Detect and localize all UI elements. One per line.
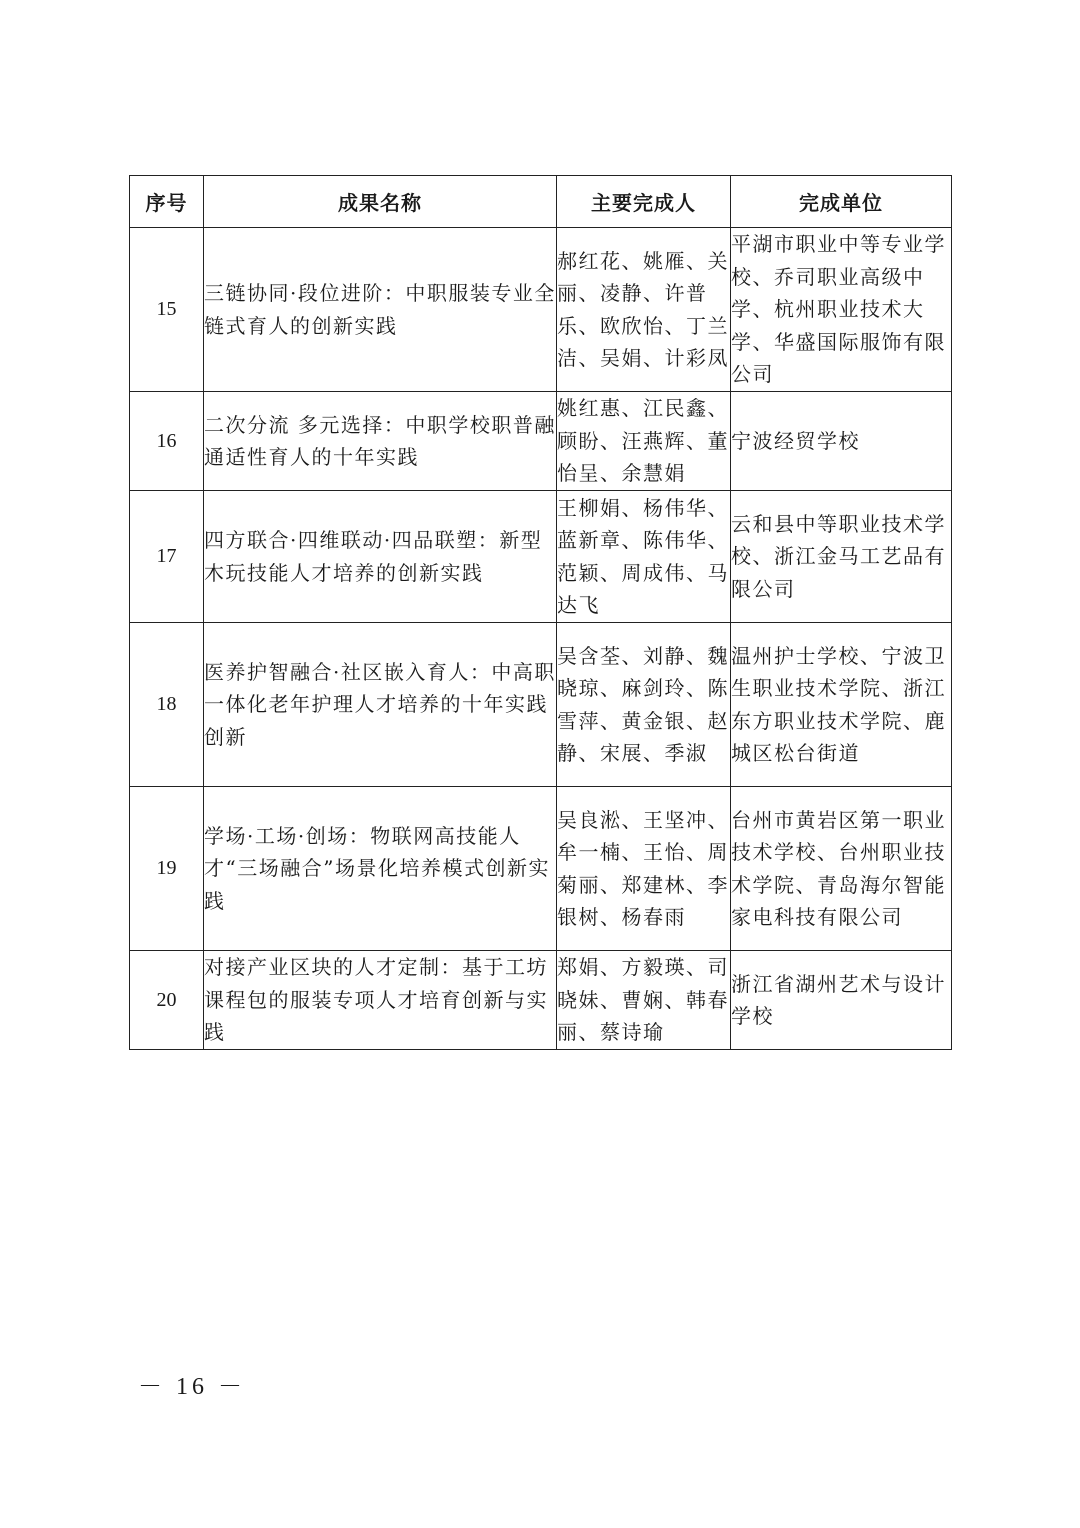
row-number: 20 <box>130 951 204 1050</box>
table-row <box>130 623 952 787</box>
table-row <box>130 491 952 623</box>
row-number: 19 <box>130 787 204 951</box>
row-unit: 台州市黄岩区第一职业技术学校、台州职业技术学院、青岛海尔智能家电科技有限公司 <box>731 787 952 951</box>
row-unit: 宁波经贸学校 <box>731 392 952 491</box>
header-name: 成果名称 <box>204 176 557 228</box>
row-number: 18 <box>130 623 204 787</box>
row-people: 郑娟、方毅瑛、司晓妹、曹娴、韩春丽、蔡诗瑜 <box>557 951 731 1050</box>
row-people: 王柳娟、杨伟华、蓝新章、陈伟华、范颖、周成伟、马达飞 <box>557 491 731 623</box>
row-name: 四方联合·四维联动·四品联塑：新型木玩技能人才培养的创新实践 <box>204 491 557 623</box>
row-people: 吴含荃、刘静、魏晓琼、麻剑玲、陈雪萍、黄金银、赵静、宋展、季淑 <box>557 623 731 787</box>
table-row <box>130 951 952 1050</box>
row-number: 17 <box>130 491 204 623</box>
row-people: 姚红惠、江民鑫、顾盼、汪燕辉、董怡呈、余慧娟 <box>557 392 731 491</box>
page-number: － 16 － <box>138 1374 246 1400</box>
row-unit: 浙江省湖州艺术与设计学校 <box>731 951 952 1050</box>
row-people: 吴良淞、王坚冲、牟一楠、王怡、周菊丽、郑建林、李银树、杨春雨 <box>557 787 731 951</box>
row-name: 三链协同·段位进阶：中职服装专业全链式育人的创新实践 <box>204 228 557 392</box>
row-unit: 平湖市职业中等专业学校、乔司职业高级中学、杭州职业技术大学、华盛国际服饰有限公司 <box>731 228 952 392</box>
header-unit: 完成单位 <box>731 176 952 228</box>
row-name: 对接产业区块的人才定制：基于工坊课程包的服装专项人才培育创新与实践 <box>204 951 557 1050</box>
row-number: 15 <box>130 228 204 392</box>
row-number: 16 <box>130 392 204 491</box>
table-row <box>130 228 952 392</box>
table-row <box>130 787 952 951</box>
table-header-row <box>130 176 952 228</box>
row-unit: 云和县中等职业技术学校、浙江金马工艺品有限公司 <box>731 491 952 623</box>
row-name: 二次分流 多元选择：中职学校职普融通适性育人的十年实践 <box>204 392 557 491</box>
achievements-table <box>129 175 952 1050</box>
row-unit: 温州护士学校、宁波卫生职业技术学院、浙江东方职业技术学院、鹿城区松台街道 <box>731 623 952 787</box>
row-name: 医养护智融合·社区嵌入育人：中高职一体化老年护理人才培养的十年实践创新 <box>204 623 557 787</box>
header-number: 序号 <box>130 176 204 228</box>
header-people: 主要完成人 <box>557 176 731 228</box>
row-name: 学场·工场·创场：物联网高技能人才“三场融合”场景化培养模式创新实践 <box>204 787 557 951</box>
table-row <box>130 392 952 491</box>
row-people: 郝红花、姚雁、关丽、凌静、许普乐、欧欣怡、丁兰洁、吴娟、计彩凤 <box>557 228 731 392</box>
